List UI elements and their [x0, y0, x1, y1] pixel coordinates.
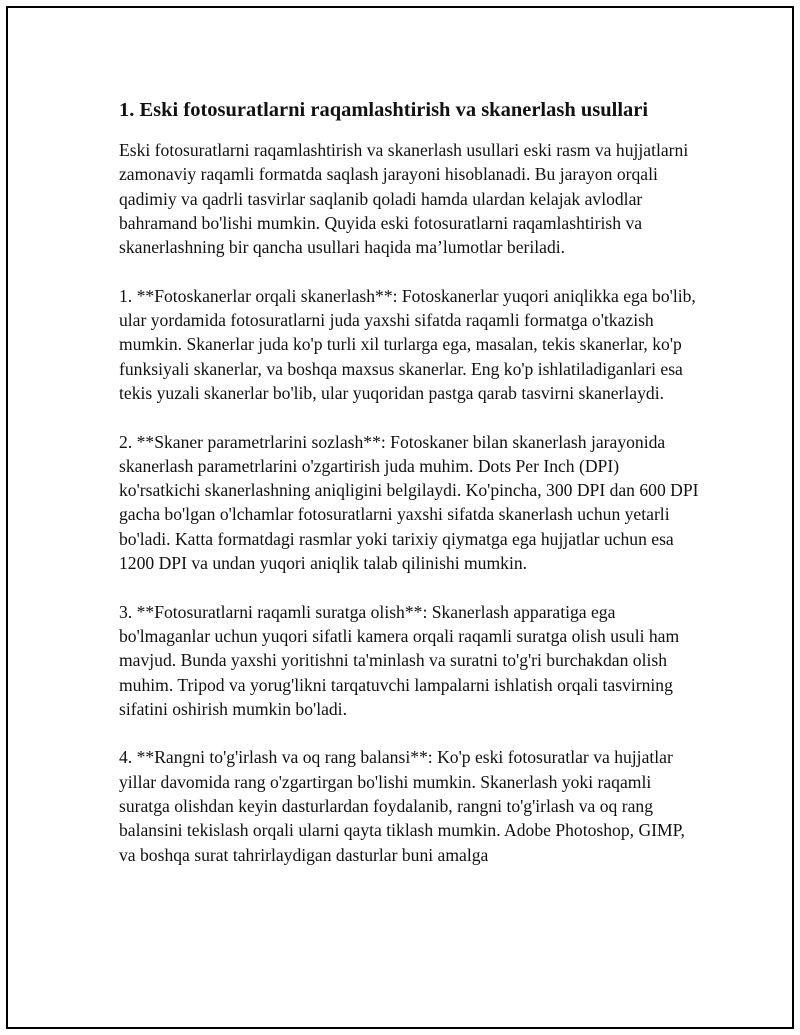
- document-body: [119, 96, 699, 891]
- paragraph-digital-photography: 3. **Fotosuratlarni raqamli suratga olish**: Skanerlash apparatiga ega bo'lmaganlar uchun yuqori sifatli kamera orqali raqamli suratga olish usuli ham mavjud. Bunda yaxshi yoritishni ta'minlash va suratni to'g'ri burchakdan olish muhim. Tripod va yorug'likni tarqatuvchi lampalarni ishlatish orqali tasvirning sifatini oshirish mumkin bo'ladi.: [119, 601, 680, 719]
- paragraph-scanners: 1. **Fotoskanerlar orqali skanerlash**: Fotoskanerlar yuqori aniqlikka ega bo'lib, ular yordamida fotosuratlarni juda yaxshi sifatda raqamli formatga o'tkazish mumkin. Skanerlar juda ko'p turli xil turlarga ega, masalan, tekis skanerlar, ko'p funksiyali skanerlar, va boshqa maxsus skanerlar. Eng ko'p ishlatiladiganlari esa tekis yuzali skanerlar bo'lib, ular yuqoridan pastga qarab tasvirni skanerlaydi.: [119, 285, 696, 403]
- page: [6, 6, 794, 1029]
- paragraph-scanner-settings: 2. **Skaner parametrlarini sozlash**: Fotoskaner bilan skanerlash jarayonida skanerlash parametrlarini o'zgartirish juda muhim. Dots Per Inch (DPI) ko'rsatkichi skanerlashning aniqligini belgilaydi. Ko'pincha, 300 DPI dan 600 DPI gacha bo'lgan o'lchamlar fotosuratlarni yaxshi sifatda skanerlash uchun yetarli bo'ladi. Katta formatdagi rasmlar yoki tarixiy qiymatga ega hujjatlar uchun esa 1200 DPI va undan yuqori aniqlik talab qilinishi mumkin.: [119, 431, 699, 574]
- intro-paragraph: Eski fotosuratlarni raqamlashtirish va skanerlash usullari eski rasm va hujjatlarni zamonaviy raqamli formatda saqlash jarayoni hisoblanadi. Bu jarayon orqali qadimiy va qadrli tasvirlar saqlanib qoladi hamda ulardan kelajak avlodlar bahramand bo'lishi mumkin. Quyida eski fotosuratlarni raqamlashtirish va skanerlashning bir qancha usullari haqida ma’lumotlar beriladi.: [119, 140, 689, 258]
- document-title: 1. Eski fotosuratlarni raqamlashtirish va skanerlash usullari: [119, 99, 649, 121]
- paragraph-color-correction: 4. **Rangni to'g'irlash va oq rang balansi**: Ko'p eski fotosuratlar va hujjatlar yillar davomida rang o'zgartirgan bo'lishi mumkin. Skanerlash yoki raqamli suratga olishdan keyin dasturlardan foydalanib, rangni to'g'irlash va oq rang balansini tekislash orqali ularni qayta tiklash mumkin. Adobe Photoshop, GIMP, va boshqa surat tahrirlaydigan dasturlar buni amalga: [119, 747, 685, 865]
